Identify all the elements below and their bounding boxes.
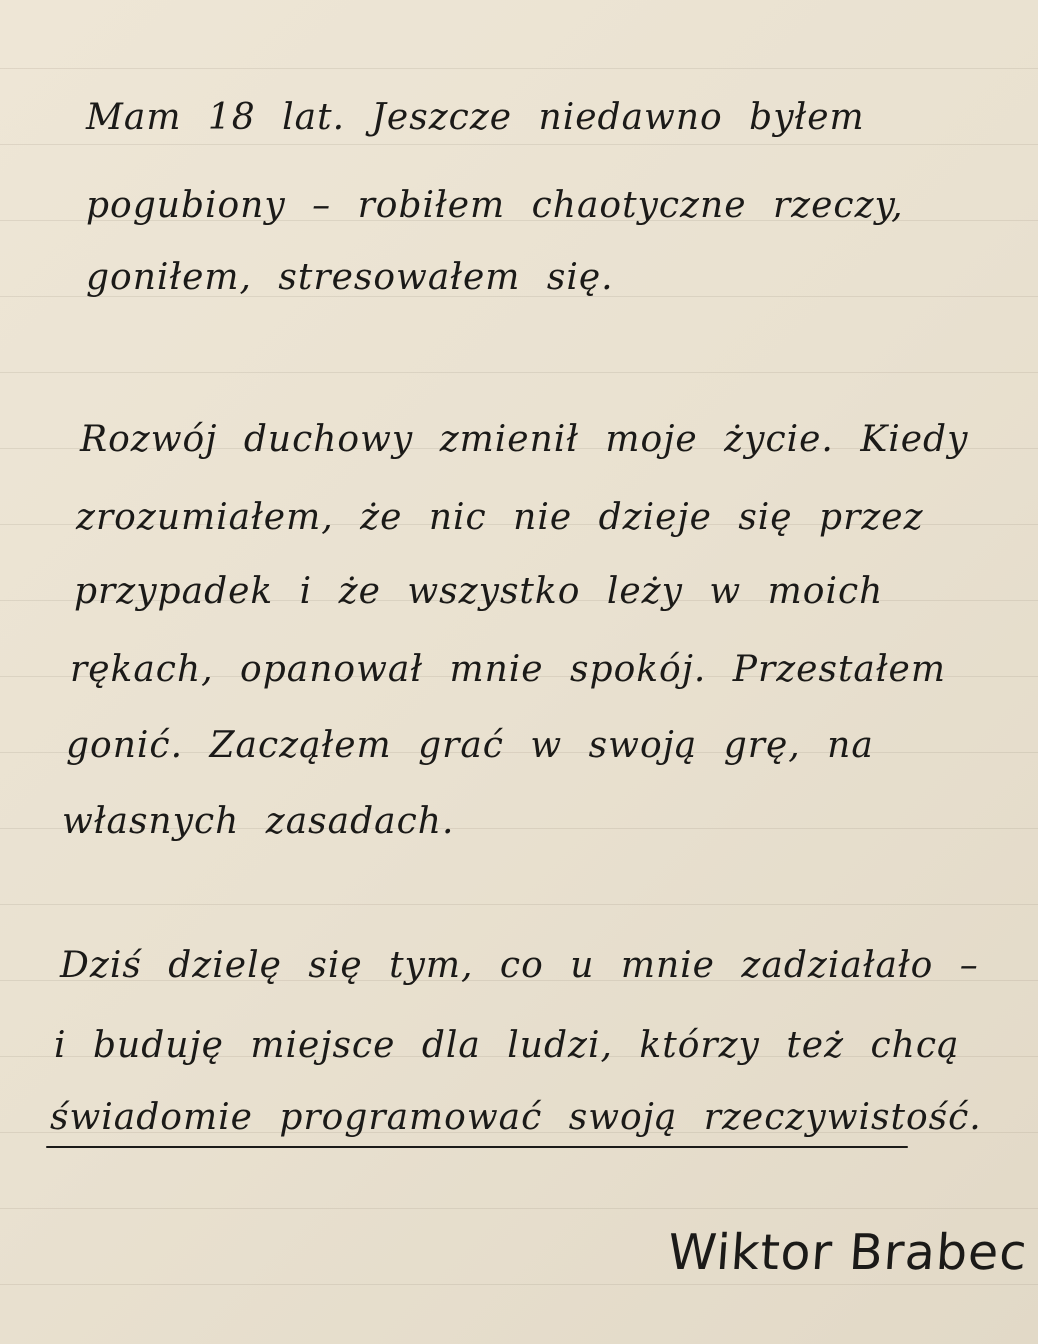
ruled-line xyxy=(0,68,1038,69)
text-line-p3-l3: świadomie programować swoją rzeczywistość. xyxy=(50,1097,982,1138)
text-line-p2-l1: Rozwój duchowy zmienił moje życie. Kiedy xyxy=(80,419,969,460)
text-line-p2-l5: gonić. Zacząłem grać w swoją grę, na xyxy=(66,725,874,766)
signature: Wiktor Brabec xyxy=(666,1224,1030,1281)
ruled-line xyxy=(0,904,1038,905)
ruled-line xyxy=(0,372,1038,373)
text-line-p2-l2: zrozumiałem, że nic nie dzieje się przez xyxy=(76,497,924,538)
text-line-p1-l2: pogubiony – robiłem chaotyczne rzeczy, xyxy=(86,185,904,226)
text-line-p2-l4: rękach, opanował mnie spokój. Przestałem xyxy=(70,649,946,690)
text-line-p3-l1: Dziś dzielę się tym, co u mnie zadziałało – xyxy=(60,945,979,986)
text-line-p2-l3: przypadek i że wszystko leży w moich xyxy=(74,571,884,612)
ruled-line xyxy=(0,144,1038,145)
ruled-line xyxy=(0,1208,1038,1209)
text-line-p1-l1: Mam 18 lat. Jeszcze niedawno byłem xyxy=(86,97,865,138)
text-line-p2-l6: własnych zasadach. xyxy=(62,801,455,842)
underline-stroke xyxy=(46,1146,908,1148)
text-line-p1-l3: goniłem, stresowałem się. xyxy=(86,257,614,298)
text-line-p3-l2: i buduję miejsce dla ludzi, którzy też chcą xyxy=(54,1025,960,1066)
